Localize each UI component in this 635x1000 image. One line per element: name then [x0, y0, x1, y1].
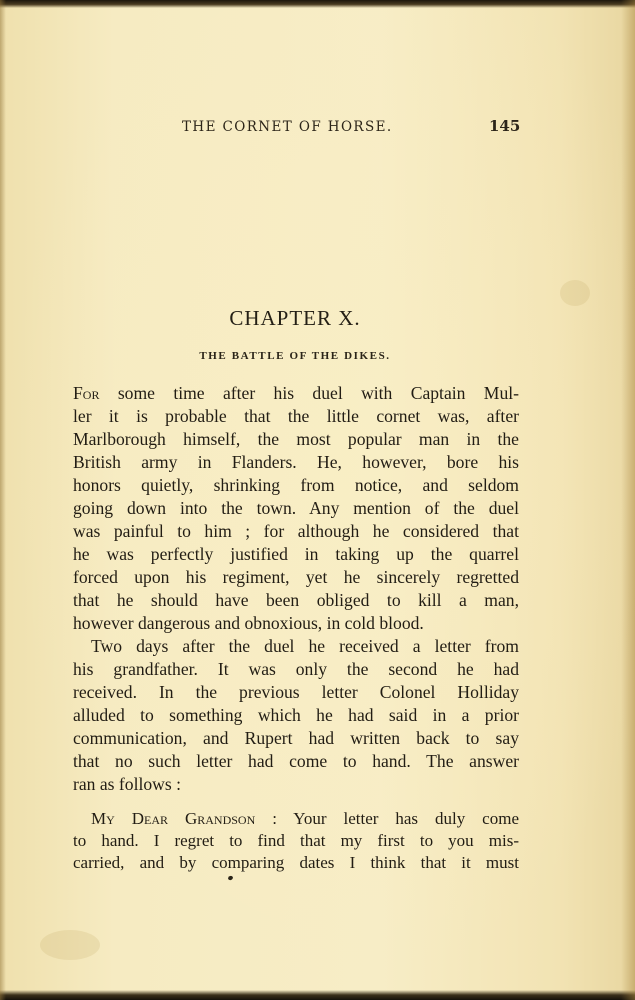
body-line: alluded to something which he had said in a prior [73, 705, 519, 725]
letter-salutation: My Dear Grandson : [91, 809, 277, 828]
body-line: Marlborough himself, the most popular man in the [73, 429, 519, 449]
body-line: that he should have been obliged to kill a man, [73, 590, 519, 610]
page-right-edge [621, 0, 635, 1000]
body-line: For some time after his duel with Captain Mul- [73, 383, 519, 403]
drop-word: For [73, 383, 100, 403]
letter-line: to hand. I regret to find that my first to you mis- [73, 831, 519, 850]
body-line: British army in Flanders. He, however, bore his [73, 452, 519, 472]
ink-speck [227, 875, 233, 881]
body-line: received. In the previous letter Colonel Holliday [73, 682, 519, 702]
body-line: Two days after the duel he received a letter from [91, 636, 519, 656]
body-line: was painful to him ; for although he considered that [73, 521, 519, 541]
page-left-edge [0, 0, 6, 1000]
page-number: 145 [489, 117, 521, 135]
body-line: honors quietly, shrinking from notice, and seldom [73, 475, 519, 495]
body-line: he was perfectly justified in taking up the quarrel [73, 544, 519, 564]
running-head: THE CORNET OF HORSE. [182, 119, 393, 135]
paper-stain [40, 930, 100, 960]
body-line: that no such letter had come to hand. The answer [73, 751, 519, 771]
letter-line: carried, and by comparing dates I think that it must [73, 853, 519, 872]
body-line: however dangerous and obnoxious, in cold blood. [73, 613, 424, 633]
page-bottom-shadow [0, 990, 635, 1000]
body-line: his grandfather. It was only the second he had [73, 659, 519, 679]
chapter-subtitle: THE BATTLE OF THE DIKES. [199, 350, 391, 362]
body-line: communication, and Rupert had written back to say [73, 728, 519, 748]
chapter-title: CHAPTER X. [229, 306, 361, 330]
body-line: ler it is probable that the little cornet was, after [73, 406, 519, 426]
body-line: going down into the town. Any mention of the duel [73, 498, 519, 518]
body-line: forced upon his regiment, yet he sincerely regretted [73, 567, 519, 587]
paper-stain [560, 280, 590, 306]
letter-line: My Dear Grandson : Your letter has duly come [91, 809, 519, 828]
page-top-shadow [0, 0, 635, 8]
body-line: ran as follows : [73, 774, 181, 794]
